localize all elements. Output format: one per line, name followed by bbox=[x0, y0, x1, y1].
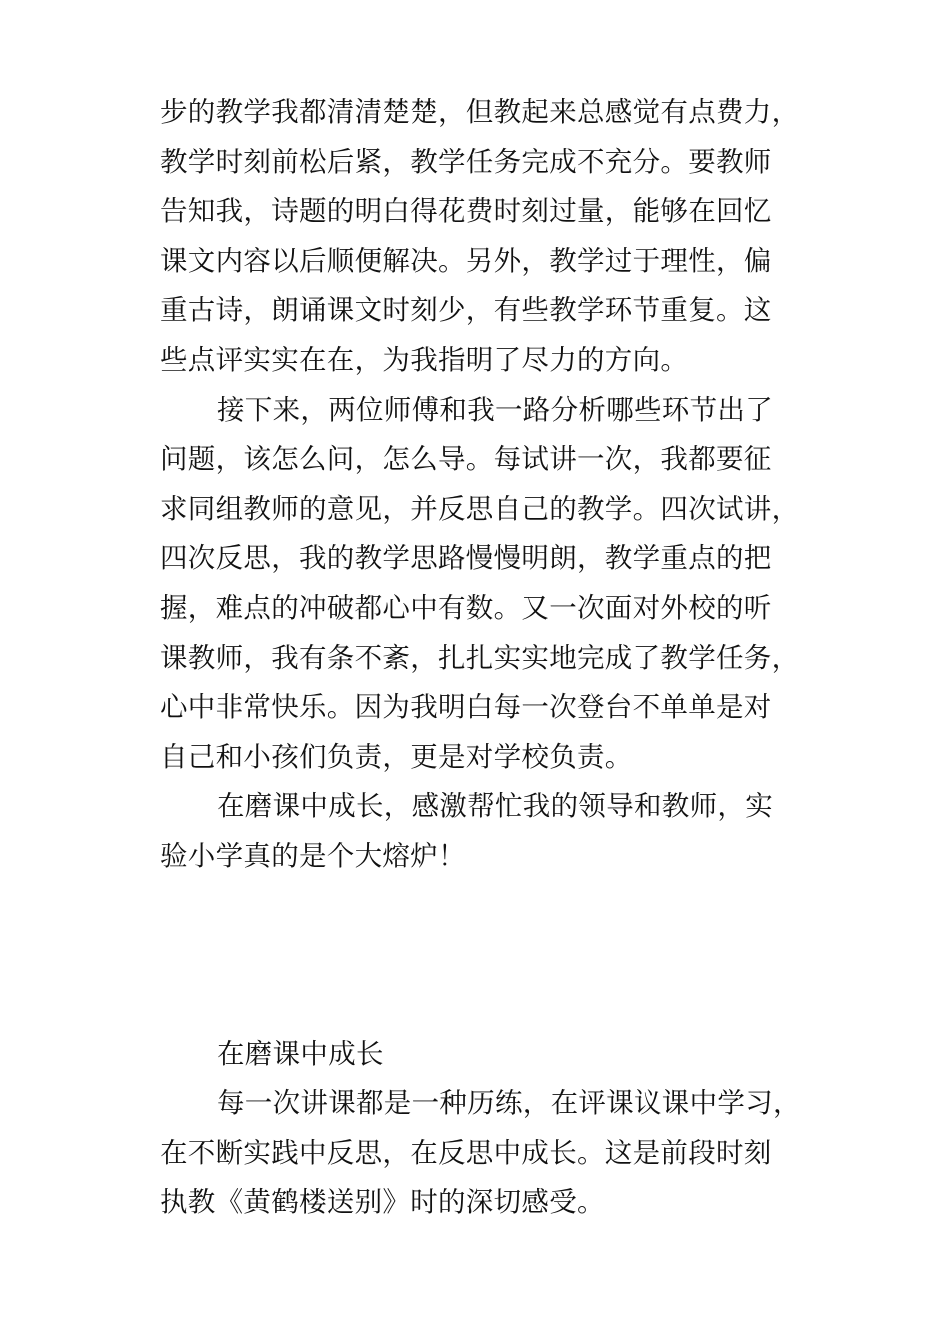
document-page bbox=[160, 88, 800, 1228]
paragraph-line: 验小学真的是个大熔炉！ bbox=[160, 839, 466, 872]
paragraph-line: 在磨课中成长，感激帮忙我的领导和教师，实 bbox=[217, 790, 773, 823]
paragraph-line: 四次反思，我的教学思路慢慢明朗，教学重点的把 bbox=[160, 542, 772, 575]
paragraph-line: 告知我，诗题的明白得花费时刻过量，能够在回忆 bbox=[160, 195, 772, 228]
paragraph-line: 每一次讲课都是一种历练，在评课议课中学习， bbox=[217, 1087, 801, 1120]
paragraph-line: 心中非常快乐。因为我明白每一次登台不单单是对 bbox=[160, 691, 772, 724]
paragraph-line: 在不断实践中反思，在反思中成长。这是前段时刻 bbox=[160, 1136, 772, 1169]
paragraph-line: 课文内容以后顺便解决。另外，教学过于理性，偏 bbox=[160, 244, 772, 277]
paragraph-line: 问题，该怎么问，怎么导。每试讲一次，我都要征 bbox=[160, 443, 772, 476]
paragraph-2 bbox=[160, 386, 800, 783]
paragraph-3 bbox=[160, 782, 800, 881]
paragraph-line: 教学时刻前松后紧，教学任务完成不充分。要教师 bbox=[160, 145, 772, 178]
paragraph-line: 求同组教师的意见，并反思自己的教学。四次试讲， bbox=[160, 492, 800, 525]
paragraph-line: 执教《黄鹤楼送别》时的深切感受。 bbox=[160, 1186, 605, 1219]
paragraph-line: 握，难点的冲破都心中有数。又一次面对外校的听 bbox=[160, 591, 772, 624]
paragraph-4 bbox=[160, 1079, 800, 1228]
section-title bbox=[160, 1030, 800, 1080]
section-title-text: 在磨课中成长 bbox=[217, 1037, 384, 1070]
paragraph-line: 步的教学我都清清楚楚，但教起来总感觉有点费力， bbox=[160, 96, 800, 128]
paragraph-line: 重古诗，朗诵课文时刻少，有些教学环节重复。这 bbox=[160, 294, 772, 327]
paragraph-line: 自己和小孩们负责，更是对学校负责。 bbox=[160, 740, 633, 773]
paragraph-line: 些点评实实在在，为我指明了尽力的方向。 bbox=[160, 343, 689, 376]
paragraph-line: 课教师，我有条不紊，扎扎实实地完成了教学任务， bbox=[160, 641, 800, 674]
section-spacer bbox=[160, 882, 800, 1030]
paragraph-line: 接下来，两位师傅和我一路分析哪些环节出了 bbox=[217, 393, 773, 426]
paragraph-1 bbox=[160, 88, 800, 386]
